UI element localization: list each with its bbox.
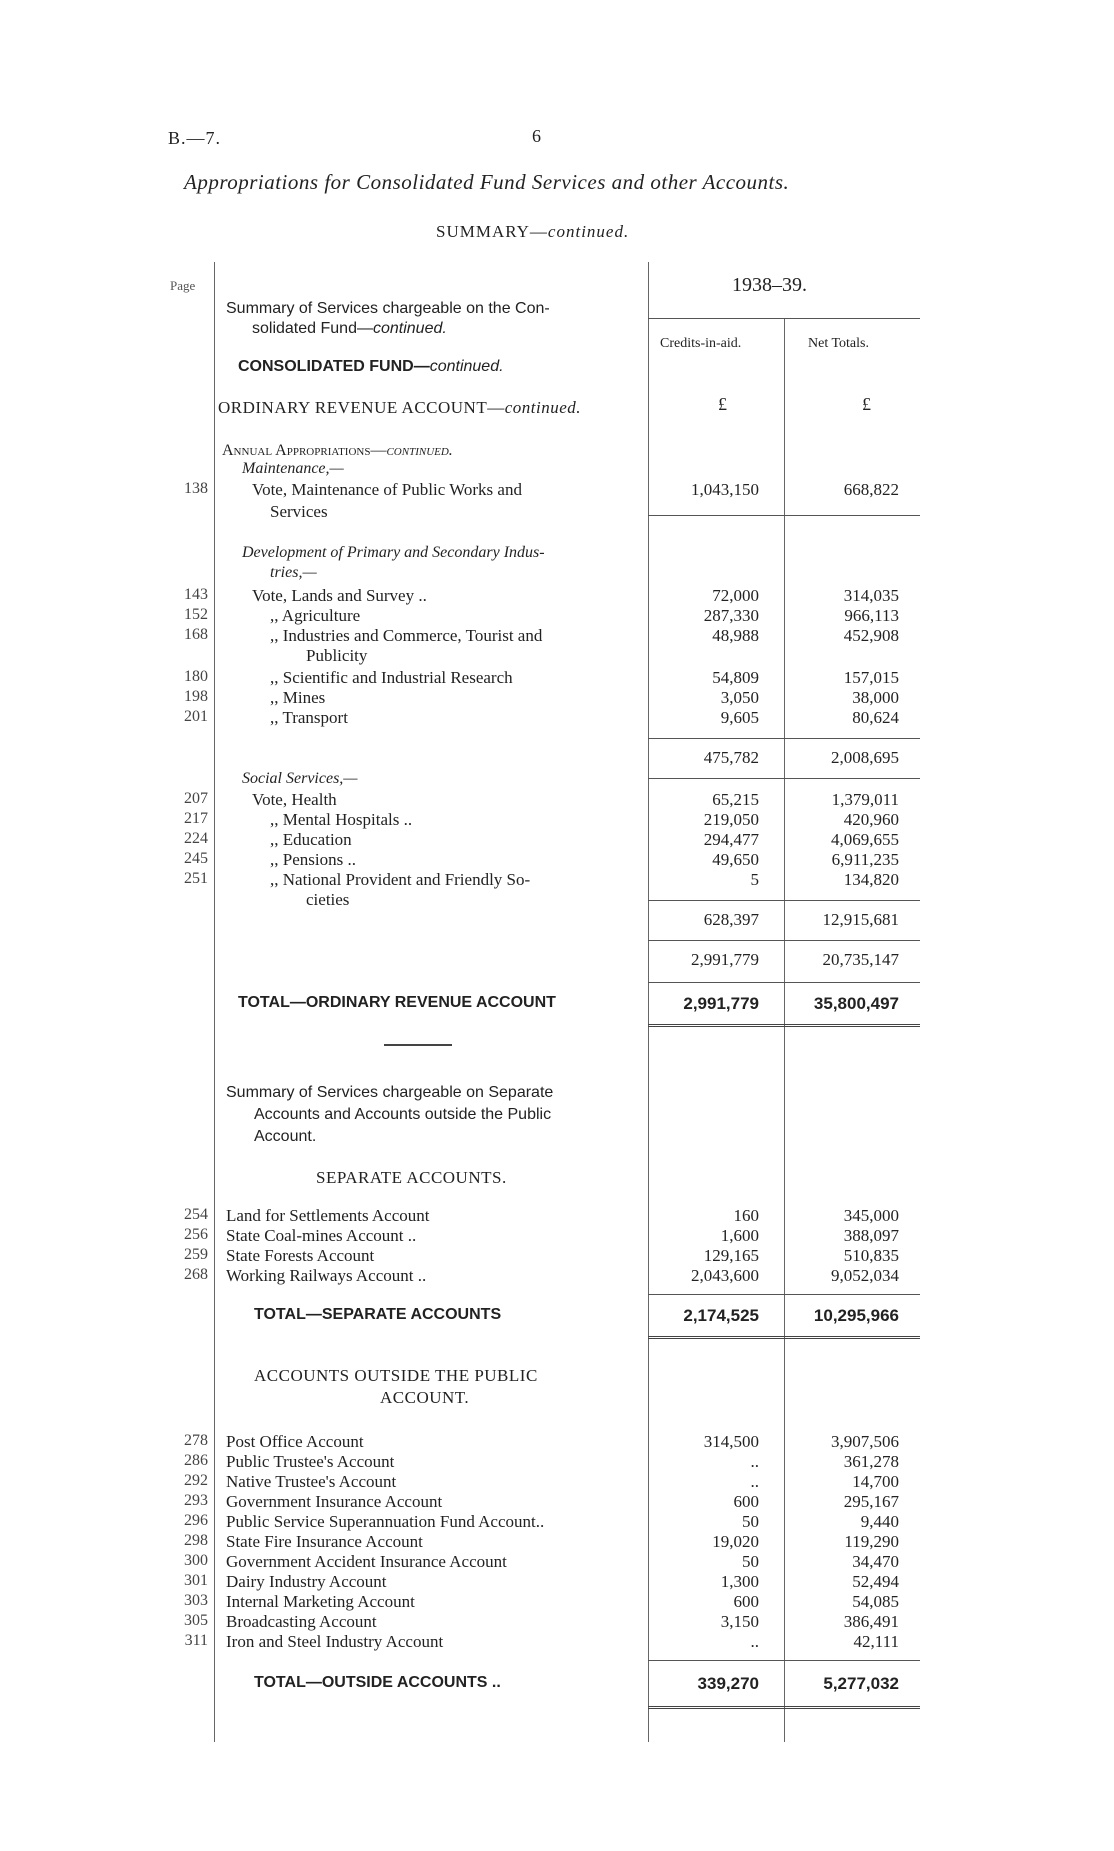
net-cell: 42,111 [853, 1632, 899, 1651]
net-cell: 6,911,235 [831, 850, 899, 869]
outside-accounts-heading: ACCOUNTS OUTSIDE THE PUBLIC [254, 1366, 538, 1385]
table-row-label: Land for Settlements Account [226, 1206, 430, 1225]
net-cell: 9,052,034 [831, 1266, 899, 1285]
outside-accounts-heading-cont: ACCOUNT. [380, 1388, 470, 1407]
separate-accounts-heading: SEPARATE ACCOUNTS. [316, 1168, 507, 1187]
table-row-label: Native Trustee's Account [226, 1472, 397, 1491]
section2-heading-line2: Accounts and Accounts outside the Public [254, 1106, 552, 1123]
currency-net: £ [862, 394, 871, 414]
rule [648, 778, 920, 779]
annual-appropriations-heading: Annual Appropriations—continued. [222, 442, 453, 459]
fiscal-year-header: 1938–39. [732, 274, 807, 296]
credits-cell: 50 [742, 1512, 759, 1531]
annual-subtotal-credits: 2,991,779 [691, 950, 759, 969]
outside-total-net: 5,277,032 [823, 1674, 899, 1693]
section2-heading-line1: Summary of Services chargeable on Separate [226, 1084, 554, 1101]
maintenance-vote-label: Vote, Maintenance of Public Works and [252, 480, 522, 499]
net-cell: 119,290 [844, 1532, 899, 1551]
table-row-label: Public Service Superannuation Fund Account.. [226, 1512, 545, 1531]
social-subtotal-credits: 628,397 [703, 910, 759, 929]
net-cell: 14,700 [852, 1472, 899, 1491]
page-ref: 303 [184, 1592, 208, 1609]
table-row-label: State Coal-mines Account .. [226, 1226, 417, 1245]
page-column-header: Page [170, 278, 196, 293]
page-ref: 305 [184, 1612, 208, 1629]
outside-total-label: TOTAL—OUTSIDE ACCOUNTS .. [254, 1674, 501, 1691]
page-ref: 296 [184, 1512, 208, 1529]
table-row-label: Post Office Account [226, 1432, 364, 1451]
maintenance-heading: Maintenance,— [242, 460, 344, 477]
page-ref: 292 [184, 1472, 208, 1489]
table-row-label: ,, Scientific and Industrial Research [270, 668, 513, 687]
page-ref: 180 [184, 668, 208, 685]
consolidated-fund-heading: CONSOLIDATED FUND—continued. [238, 358, 504, 375]
page-ref: 251 [184, 870, 208, 887]
page-ref: 256 [184, 1226, 208, 1243]
credits-cell: .. [750, 1472, 759, 1491]
table-row-label: Working Railways Account .. [226, 1266, 427, 1285]
rule [648, 940, 920, 941]
net-cell: 345,000 [843, 1206, 899, 1225]
credits-cell: 3,050 [720, 688, 759, 707]
credits-cell: .. [750, 1632, 759, 1651]
credits-cell: 129,165 [703, 1246, 759, 1265]
credits-cell: 600 [733, 1592, 759, 1611]
credits-column-rule [648, 262, 649, 1742]
table-row-label-cont: Publicity [306, 646, 368, 665]
net-cell: 314,035 [843, 586, 899, 605]
page-subtitle: SUMMARY—continued. [436, 222, 630, 241]
rule [648, 738, 920, 739]
table-row-label: ,, Agriculture [270, 606, 361, 625]
page-ref: 268 [184, 1266, 208, 1283]
rule [648, 515, 920, 516]
credits-cell: 1,300 [720, 1572, 759, 1591]
separate-total-credits: 2,174,525 [683, 1306, 759, 1325]
net-cell: 52,494 [852, 1572, 899, 1591]
credits-cell: 50 [742, 1552, 759, 1571]
ordinary-revenue-total-net: 35,800,497 [813, 994, 899, 1013]
net-cell: 34,470 [852, 1552, 899, 1571]
currency-credits: £ [718, 394, 727, 414]
credits-cell: 2,043,600 [691, 1266, 759, 1285]
rule [648, 1294, 920, 1295]
page-ref: 138 [184, 480, 208, 497]
rule [648, 900, 920, 901]
development-subtotal-credits: 475,782 [703, 748, 759, 767]
credits-column-header: Credits-in-aid. [660, 336, 742, 351]
development-heading: Development of Primary and Secondary Indus- [242, 544, 545, 561]
credits-cell: 72,000 [712, 586, 759, 605]
credits-cell: 219,050 [703, 810, 759, 829]
page-ref: 311 [184, 1632, 208, 1649]
separate-total-net: 10,295,966 [813, 1306, 899, 1325]
page-ref: 217 [184, 810, 208, 827]
outside-total-credits: 339,270 [697, 1674, 759, 1693]
separate-total-label: TOTAL—SEPARATE ACCOUNTS [254, 1306, 502, 1323]
page-ref: 259 [184, 1246, 208, 1263]
net-cell: 452,908 [843, 626, 899, 645]
page-number: 6 [532, 126, 541, 146]
development-subtotal-net: 2,008,695 [831, 748, 899, 767]
page-ref: 278 [184, 1432, 208, 1449]
rule [648, 982, 920, 983]
section1-heading-line1: Summary of Services chargeable on the Con- [226, 300, 550, 317]
net-cell: 9,440 [860, 1512, 899, 1531]
table-row-label: State Fire Insurance Account [226, 1532, 423, 1551]
maintenance-vote-label-cont: Services [270, 502, 328, 521]
table-row-label: Public Trustee's Account [226, 1452, 395, 1471]
net-cell: 966,113 [844, 606, 899, 625]
page-title: Appropriations for Consolidated Fund Services and other Accounts. [184, 170, 790, 194]
ordinary-revenue-total-credits: 2,991,779 [683, 994, 759, 1013]
table-row-label: Government Insurance Account [226, 1492, 443, 1511]
development-heading-cont: tries,— [270, 564, 317, 581]
net-cell: 420,960 [843, 810, 899, 829]
table-row-label: Vote, Lands and Survey .. [252, 586, 427, 605]
page-ref: 254 [184, 1206, 208, 1223]
rule [648, 1660, 920, 1661]
header-rule [648, 318, 920, 319]
page-ref: 168 [184, 626, 208, 643]
table-row-label: Government Accident Insurance Account [226, 1552, 507, 1571]
section2-heading-line3: Account. [254, 1128, 317, 1145]
net-cell: 295,167 [843, 1492, 899, 1511]
net-cell: 1,379,011 [831, 790, 899, 809]
page-ref: 245 [184, 850, 208, 867]
page-ref: 301 [184, 1572, 208, 1589]
table-row-label: ,, Mines [270, 688, 326, 707]
table-row-label: Broadcasting Account [226, 1612, 377, 1631]
page-ref: 293 [184, 1492, 208, 1509]
net-cell: 361,278 [843, 1452, 899, 1471]
table-row-label: Internal Marketing Account [226, 1592, 415, 1611]
page-column-rule [214, 262, 215, 1742]
table-row-label-cont: cieties [306, 890, 350, 909]
net-cell: 54,085 [852, 1592, 899, 1611]
table-row-label: State Forests Account [226, 1246, 375, 1265]
credits-cell: 5 [750, 870, 759, 889]
credits-cell: 65,215 [712, 790, 759, 809]
net-cell: 134,820 [843, 870, 899, 889]
page-ref: 143 [184, 586, 208, 603]
double-rule [648, 1706, 920, 1709]
section1-heading-line2: solidated Fund—continued. [252, 320, 447, 337]
page-ref: 224 [184, 830, 208, 847]
table-row-label: ,, Industries and Commerce, Tourist and [270, 626, 543, 645]
net-cell: 388,097 [843, 1226, 899, 1245]
net-cell: 38,000 [852, 688, 899, 707]
page-ref: 198 [184, 688, 208, 705]
credits-cell: 49,650 [712, 850, 759, 869]
table-row-label: Iron and Steel Industry Account [226, 1632, 444, 1651]
net-cell: 386,491 [843, 1612, 899, 1631]
maintenance-net: 668,822 [843, 480, 899, 499]
page-ref: 300 [184, 1552, 208, 1569]
page-ref: 201 [184, 708, 208, 725]
annual-subtotal-net: 20,735,147 [822, 950, 899, 969]
page-ref: 298 [184, 1532, 208, 1549]
section-divider [384, 1044, 452, 1046]
table-row-label: ,, Transport [270, 708, 348, 727]
net-cell: 3,907,506 [831, 1432, 899, 1451]
table-row-label: Dairy Industry Account [226, 1572, 387, 1591]
credits-cell: 54,809 [712, 668, 759, 687]
credits-cell: 160 [733, 1206, 759, 1225]
ordinary-revenue-heading: ORDINARY REVENUE ACCOUNT—continued. [218, 398, 582, 417]
net-cell: 510,835 [843, 1246, 899, 1265]
page-ref: 286 [184, 1452, 208, 1469]
credits-cell: 287,330 [703, 606, 759, 625]
table-row-label: ,, National Provident and Friendly So- [270, 870, 531, 889]
page-ref: 207 [184, 790, 208, 807]
ordinary-revenue-total-label: TOTAL—ORDINARY REVENUE ACCOUNT [238, 994, 556, 1011]
net-cell: 4,069,655 [831, 830, 899, 849]
credits-cell: 19,020 [712, 1532, 759, 1551]
net-cell: 157,015 [843, 668, 899, 687]
credits-cell: 9,605 [720, 708, 759, 727]
credits-cell: .. [750, 1452, 759, 1471]
net-cell: 80,624 [852, 708, 899, 727]
maintenance-credits: 1,043,150 [691, 480, 759, 499]
table-row-label: Vote, Health [252, 790, 337, 809]
net-column-rule [784, 318, 785, 1742]
table-row-label: ,, Education [270, 830, 352, 849]
social-services-heading: Social Services,— [242, 770, 358, 787]
double-rule [648, 1336, 920, 1339]
credits-cell: 600 [733, 1492, 759, 1511]
document-reference: B.—7. [168, 128, 222, 148]
double-rule [648, 1024, 920, 1027]
credits-cell: 294,477 [703, 830, 759, 849]
net-totals-column-header: Net Totals. [808, 336, 869, 351]
page-ref: 152 [184, 606, 208, 623]
table-row-label: ,, Pensions .. [270, 850, 356, 869]
credits-cell: 3,150 [720, 1612, 759, 1631]
credits-cell: 314,500 [703, 1432, 759, 1451]
table-row-label: ,, Mental Hospitals .. [270, 810, 413, 829]
credits-cell: 1,600 [720, 1226, 759, 1245]
credits-cell: 48,988 [712, 626, 759, 645]
social-subtotal-net: 12,915,681 [822, 910, 899, 929]
